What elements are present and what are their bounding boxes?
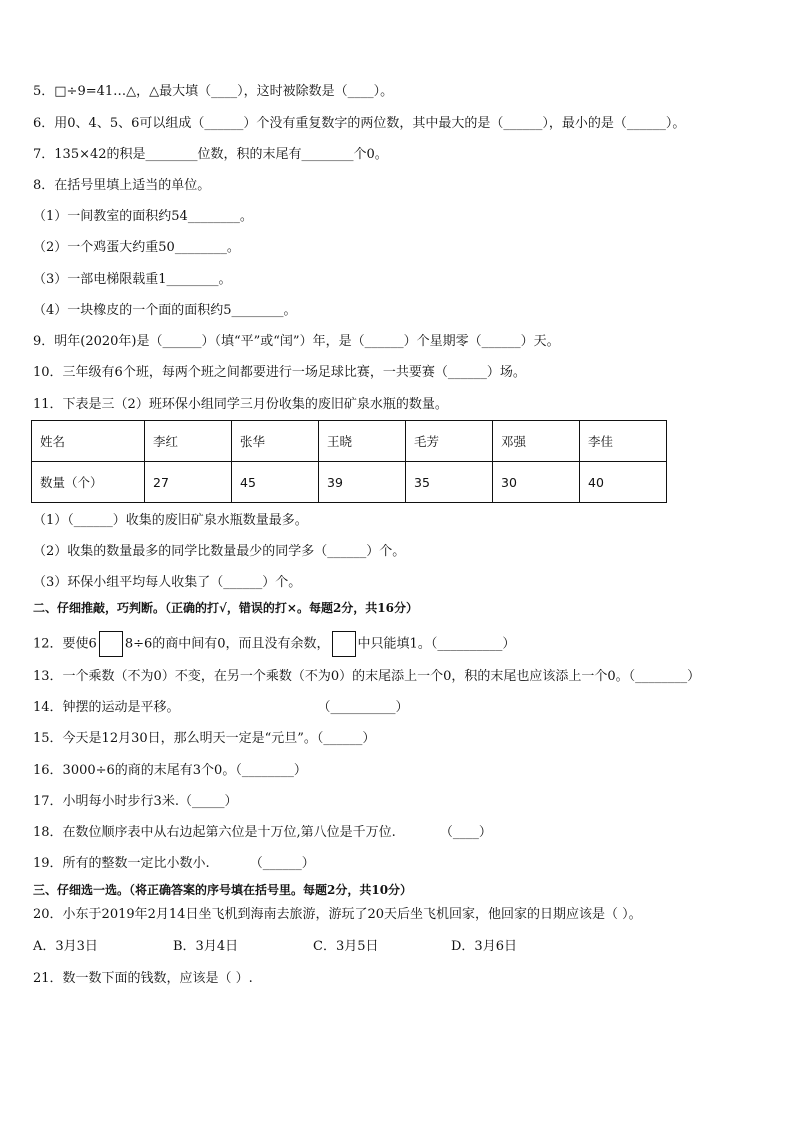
question-14 — [33, 699, 409, 717]
table-cell: 毛芳 — [406, 421, 493, 462]
question-16: 16．3000÷6的商的末尾有3个0。（________） — [33, 763, 307, 778]
question-11-3: （3）环保小组平均每人收集了（______）个。 — [33, 575, 302, 590]
question-6: 6．用0、4、5、6可以组成（______）个没有重复数字的两位数，其中最大的是（______），最小的是（______）。 — [33, 116, 686, 131]
option-d: D．3月6日 — [451, 939, 517, 954]
table-header-row — [32, 421, 667, 462]
question-7: 7．135×42的积是________位数，积的末尾有________个0。 — [33, 147, 388, 162]
table-cell: 姓名 — [32, 421, 145, 462]
question-18-blank: （____） — [439, 825, 492, 840]
table-cell: 27 — [145, 462, 232, 503]
table-cell: 35 — [406, 462, 493, 503]
question-8-4: （4）一块橡皮的一个面的面积约5________。 — [33, 303, 297, 318]
answer-box — [332, 631, 356, 657]
question-12-part-c: 中只能填1。（__________） — [357, 636, 516, 652]
question-8-3: （3）一部电梯限载重1________。 — [33, 272, 232, 287]
table-cell: 李佳 — [580, 421, 667, 462]
question-8-1: （1）一间教室的面积约54________。 — [33, 209, 253, 224]
table-cell: 30 — [493, 462, 580, 503]
question-11: 11．下表是三（2）班环保小组同学三月份收集的废旧矿泉水瓶的数量。 — [33, 397, 448, 412]
question-8: 8．在括号里填上适当的单位。 — [33, 178, 211, 193]
section-2-title: 二、仔细推敲，巧判断。（正确的打√，错误的打×。每题2分，共16分） — [33, 601, 418, 615]
answer-box — [99, 631, 123, 657]
table-cell: 邓强 — [493, 421, 580, 462]
table-cell: 王晓 — [319, 421, 406, 462]
question-17: 17．小明每小时步行3米.（_____） — [33, 794, 238, 809]
question-20-options — [33, 938, 517, 956]
question-11-2: （2）收集的数量最多的同学比数量最少的同学多（______）个。 — [33, 544, 406, 559]
table-cell: 45 — [232, 462, 319, 503]
question-9: 9．明年(2020年)是（______）（填“平”或“闰”）年，是（______）个星期零（______）天。 — [33, 334, 560, 349]
question-18-text: 18．在数位顺序表中从右边起第六位是十万位,第八位是千万位. — [33, 825, 396, 840]
table-row — [32, 462, 667, 503]
table-cell: 数量（个） — [32, 462, 145, 503]
question-19 — [33, 855, 315, 873]
question-21: 21．数一数下面的钱数，应该是（ ）. — [33, 971, 253, 986]
table-cell: 李红 — [145, 421, 232, 462]
bottle-count-table — [31, 420, 667, 503]
question-12-part-b: 8÷6的商中间有0，而且没有余数， — [124, 636, 330, 652]
question-12-part-a: 12．要使6 — [33, 636, 97, 652]
question-14-text: 14．钟摆的运动是平移。 — [33, 700, 180, 715]
question-15: 15．今天是12月30日，那么明天一定是“元旦”。（______） — [33, 731, 376, 746]
question-5: 5．□÷9=41…△，△最大填（____），这时被除数是（____）。 — [33, 84, 394, 99]
question-19-text: 19．所有的整数一定比小数小. — [33, 856, 210, 871]
question-18 — [33, 824, 492, 842]
question-20: 20．小东于2019年2月14日坐飞机到海南去旅游，游玩了20天后坐飞机回家，他回家的日期应该是（ ）。 — [33, 907, 642, 922]
option-a: A．3月3日 — [33, 939, 98, 954]
question-14-blank: （__________） — [317, 700, 409, 715]
question-11-1: （1）（______）收集的废旧矿泉水瓶数量最多。 — [33, 513, 308, 528]
option-b: B．3月4日 — [173, 939, 239, 954]
question-13: 13．一个乘数（不为0）不变，在另一个乘数（不为0）的末尾添上一个0，积的末尾也应该添上一个0。（________） — [33, 669, 701, 684]
question-8-2: （2）一个鸡蛋大约重50________。 — [33, 240, 240, 255]
question-12 — [33, 631, 515, 657]
table-cell: 40 — [580, 462, 667, 503]
section-3-title: 三、仔细选一选。（将正确答案的序号填在括号里。每题2分，共10分） — [33, 883, 413, 897]
option-c: C．3月5日 — [313, 939, 379, 954]
question-19-blank: （______） — [249, 856, 315, 871]
table-cell: 39 — [319, 462, 406, 503]
table-cell: 张华 — [232, 421, 319, 462]
question-10: 10．三年级有6个班，每两个班之间都要进行一场足球比赛，一共要赛（______）场。 — [33, 365, 526, 380]
